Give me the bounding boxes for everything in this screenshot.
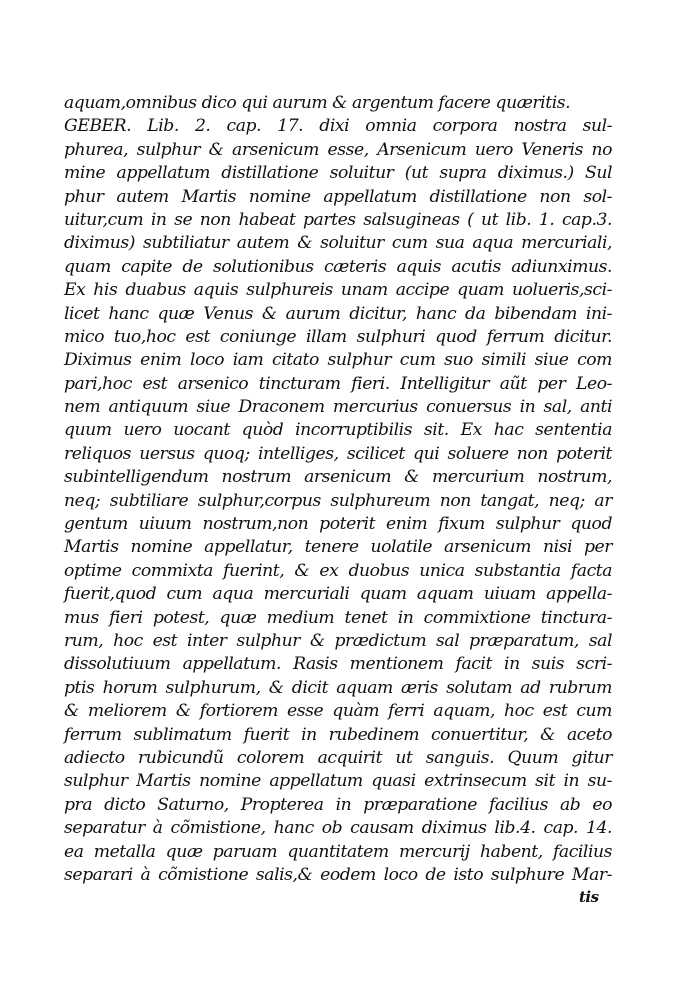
text-line: phurea, sulphur & arsenicum esse, Arsenicum uero Veneris no [64,139,612,160]
text-line: ferrum sublimatum fuerit in rubedinem conuertitur, & aceto [64,724,612,745]
text-line: & meliorem & fortiorem esse quàm ferri aquam, hoc est cum [64,701,612,722]
body-text [64,92,612,887]
text-line: diximus) subtiliatur autem & soluitur cum sua aqua mercuriali, [64,233,612,254]
text-line: gentum uiuum nostrum,non poterit enim fixum sulphur quod [64,514,612,535]
text-line: fuerit,quod cum aqua mercuriali quam aquam uiuam appella- [64,584,612,605]
text-line: quum uero uocant quòd incorruptibilis sit. Ex hac sententia [64,420,612,441]
text-line: quam capite de solutionibus cæteris aquis acutis adiunximus. [64,256,612,277]
text-line: mico tuo,hoc est coniunge illam sulphuri quod ferrum dicitur. [64,326,612,347]
text-line: ptis horum sulphurum, & dicit aquam æris solutam ad rubrum [64,677,612,698]
text-line: licet hanc quæ Venus & aurum dicitur, hanc da bibendam ini- [64,303,612,324]
text-line: pra dicto Saturno, Propterea in præparatione facilius ab eo [64,794,612,815]
text-line: rum, hoc est inter sulphur & prædictum sal præparatum, sal [64,630,612,651]
text-line: neq; subtiliare sulphur,corpus sulphureum non tangat, neq; ar [64,490,612,511]
text-line: aquam,omnibus dico qui aurum & argentum facere quæritis. [64,93,571,113]
text-line: adiecto rubicundũ colorem acquirit ut sanguis. Quum gitur [64,747,612,768]
text-line: separatur à cõmistione, hanc ob causam diximus lib.4. cap. 14. [64,818,612,839]
text-line: mine appellatum distillatione soluitur (ut supra diximus.) Sul [64,163,612,184]
text-line: dissolutiuum appellatum. Rasis mentionem facit in suis scri- [64,654,612,675]
text-line: separari à cõmistione salis,& eodem loco de isto sulphure Mar- [64,864,612,885]
text-line: mus fieri potest, quæ medium tenet in commixtione tinctura- [64,607,612,628]
text-line: uitur,cum in se non habeat partes salsugineas ( ut lib. 1. cap.3. [64,209,612,230]
text-line: phur autem Martis nomine appellatum distillatione non sol- [64,186,612,207]
text-line: reliquos uersus quoq; intelliges, scilicet qui soluere non poterit [64,443,612,464]
text-line: subintelligendum nostrum arsenicum & mercurium nostrum, [64,467,612,488]
text-line: ea metalla quæ paruam quantitatem mercurij habent, facilius [64,841,612,862]
text-line: optime commixta fuerint, & ex duobus unica substantia facta [64,560,612,581]
text-line: Ex his duabus aquis sulphureis unam accipe quam uolueris,sci- [64,280,612,301]
text-line: GEBER. Lib. 2. cap. 17. dixi omnia corpora nostra sul- [64,116,612,137]
text-line: sulphur Martis nomine appellatum quasi extrinsecum sit in su- [64,771,612,792]
catchword: tis [579,888,599,906]
text-line: Martis nomine appellatur, tenere uolatile arsenicum nisi per [64,537,612,558]
text-line: nem antiquum siue Draconem mercurius conuersus in sal, anti [64,397,612,418]
text-line: Diximus enim loco iam citato sulphur cum suo simili siue com [64,350,612,371]
text-line: pari,hoc est arsenico tincturam fieri. Intelligitur aũt per Leo- [64,373,612,394]
